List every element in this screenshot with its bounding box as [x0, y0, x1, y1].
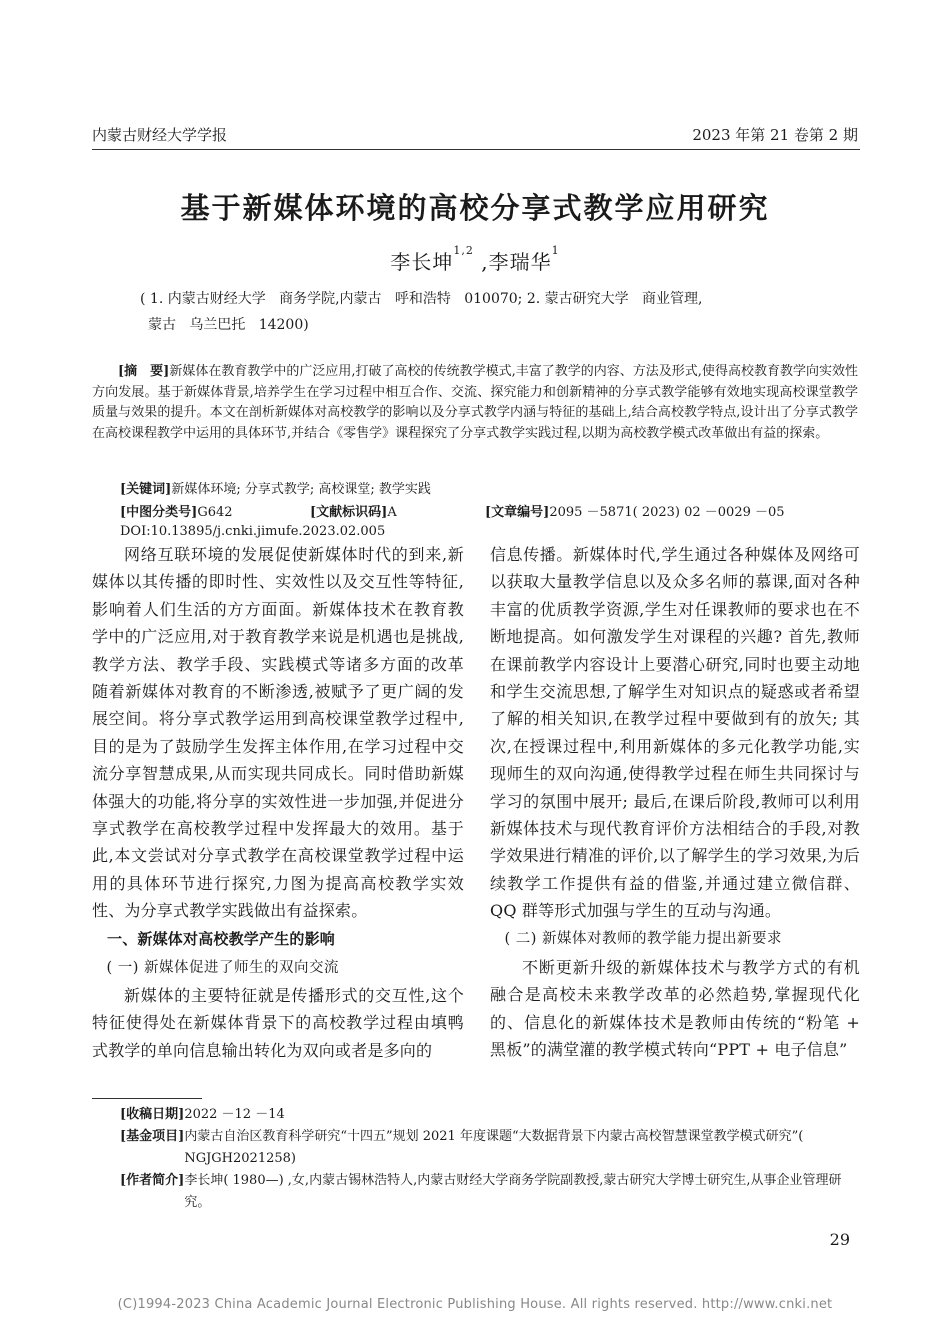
- copyright-notice: (C)1994-2023 China Academic Journal Electronic Publishing House. All rights reserved. http://www.cnki.net: [117, 1297, 833, 1312]
- affiliation-line-2: 蒙古 乌兰巴托 14200): [148, 317, 309, 333]
- author-separator: ,: [473, 250, 489, 274]
- doi: DOI:10.13895/j.cnki.jimufe.2023.02.005: [120, 524, 386, 539]
- author-bio: [120, 1170, 860, 1214]
- article-number-value: 2095 －5871( 2023) 02 －0029 －05: [549, 505, 785, 520]
- continued-paragraph: 信息传播。新媒体时代,学生通过各种媒体及网络可以获取大量教学信息以及众多名师的慕课,面对各种丰富的优质教学资源,学生对任课教师的要求也在不断地提高。如何激发学生对课程的兴趣? 首先,教师在课前教学内容设计上要潜心研究,同时也要主动地和学生交流思想,了解学生对知识点的疑惑或者希望了解的相关知识,在教学过程中要做到有的放矢; 其次,在授课过程中,利用新媒体的多元化教学功能,实现师生的双向沟通,使得教学过程在师生共同探讨与学习的氛围中展开; 最后,在课后阶段,教师可以利用新媒体技术与现代教育评价方法相结合的手段,对教学效果进行精准的评价,以了解学生的学习效果,为后续教学工作提供有益的借鉴,并通过建立微信群、QQ 群等形式加强与学生的互动与沟通。: [490, 545, 860, 921]
- section-1-paragraph: 新媒体的主要特征就是传播形式的交互性,这个特征使得处在新媒体背景下的高校教学过程由填鸭式教学的单向信息输出转化为双向或者是多向的: [92, 985, 464, 1060]
- author-2: 李瑞华: [488, 250, 552, 274]
- fund-label: [基金项目]: [120, 1129, 185, 1144]
- doc-code-label: [文献标识码]: [310, 505, 388, 520]
- author-1-affil: 1,2: [453, 244, 474, 257]
- footnotes: [120, 1104, 860, 1214]
- article-number: [485, 501, 785, 520]
- document-code: [310, 501, 397, 520]
- issue-info: 2023 年第 21 卷第 2 期: [692, 126, 858, 144]
- clc-number: [120, 501, 233, 520]
- fund-value: 内蒙古自治区教育科学研究“十四五”规划 2021 年度课题“大数据背景下内蒙古高校智慧课堂教学模式研究”( NGJGH2021258): [184, 1129, 804, 1166]
- clc-label: [中图分类号]: [120, 505, 198, 520]
- author-bio-label: [作者简介]: [120, 1173, 185, 1188]
- header-rule: [92, 149, 860, 150]
- abstract: [92, 362, 858, 444]
- keywords-label: [关键词]: [120, 482, 172, 497]
- received-date: [120, 1104, 860, 1126]
- section-heading-1: 一、新媒体对高校教学产生的影响: [107, 929, 336, 948]
- authors: [0, 246, 950, 275]
- abstract-label: [摘 要]: [118, 364, 170, 379]
- affiliation-line-1: ( 1. 内蒙古财经大学 商务学院,内蒙古 呼和浩特 010070; 2. 蒙古研究大学 商业管理,: [140, 291, 703, 307]
- doc-code-value: A: [387, 505, 397, 520]
- keywords-text: 新媒体环境; 分享式教学; 高校课堂; 教学实践: [171, 482, 431, 497]
- fund-project: [120, 1126, 860, 1170]
- article-title: 基于新媒体环境的高校分享式教学应用研究: [180, 191, 770, 225]
- right-column: [490, 541, 860, 1063]
- received-value: 2022 －12 －14: [184, 1107, 285, 1122]
- author-2-affil: 1: [551, 244, 560, 257]
- intro-paragraph: 网络互联环境的发展促使新媒体时代的到来,新媒体以其传播的即时性、实效性以及交互性等特征,影响着人们生活的方方面面。新媒体技术在教育教学中的广泛应用,对于教育教学来说是机遇也是挑战,教学方法、教学手段、实践模式等诸多方面的改革随着新媒体对教育的不断渗透,被赋予了更广阔的发展空间。将分享式教学运用到高校课堂教学过程中,目的是为了鼓励学生发挥主体作用,在学习过程中交流分享智慧成果,从而实现共同成长。同时借助新媒体强大的功能,将分享的实效性进一步加强,并促进分享式教学在高校教学过程中发挥最大的效用。基于此,本文尝试对分享式教学在高校课堂教学过程中运用的具体环节进行探究,力图为提高高校教学实效性、为分享式教学实践做出有益探索。: [92, 545, 464, 921]
- page-number: 29: [829, 1230, 850, 1249]
- article-number-label: [文章编号]: [485, 505, 550, 520]
- footnote-rule: [92, 1098, 202, 1099]
- keywords: [120, 478, 431, 497]
- author-bio-value: 李长坤( 1980—) ,女,内蒙古锡林浩特人,内蒙古财经大学商务学院副教授,蒙古研究大学博士研究生,从事企业管理研究。: [184, 1173, 842, 1210]
- clc-value: G642: [197, 505, 233, 520]
- subsection-heading-1: ( 一) 新媒体促进了师生的双向交流: [106, 959, 340, 976]
- author-1: 李长坤: [390, 250, 454, 274]
- subsection-heading-2: ( 二) 新媒体对教师的教学能力提出新要求: [504, 930, 783, 947]
- left-column: [92, 541, 464, 1064]
- received-label: [收稿日期]: [120, 1107, 185, 1122]
- abstract-text: 新媒体在教育教学中的广泛应用,打破了高校的传统教学模式,丰富了教学的内容、方法及形式,使得高校教育教学向实效性方向发展。基于新媒体背景,培养学生在学习过程中相互合作、交流、探究能力和创新精神的分享式教学能够有效地实现高校课堂教学质量与效果的提升。本文在剖析新媒体对高校教学的影响以及分享式教学内涵与特征的基础上,结合高校教学特点,设计出了分享式教学在高校课程教学中运用的具体环节,并结合《零售学》课程探究了分享式教学实践过程,以期为高校教学模式改革做出有益的探索。: [92, 364, 858, 441]
- subsection-2-paragraph: 不断更新升级的新媒体技术与教学方式的有机融合是高校未来教学改革的必然趋势,掌握现代化的、信息化的新媒体技术是教师由传统的“粉笔 + 黑板”的满堂灌的教学模式转向“PPT + 电子信息”: [490, 957, 860, 1059]
- journal-name: 内蒙古财经大学学报: [92, 126, 228, 144]
